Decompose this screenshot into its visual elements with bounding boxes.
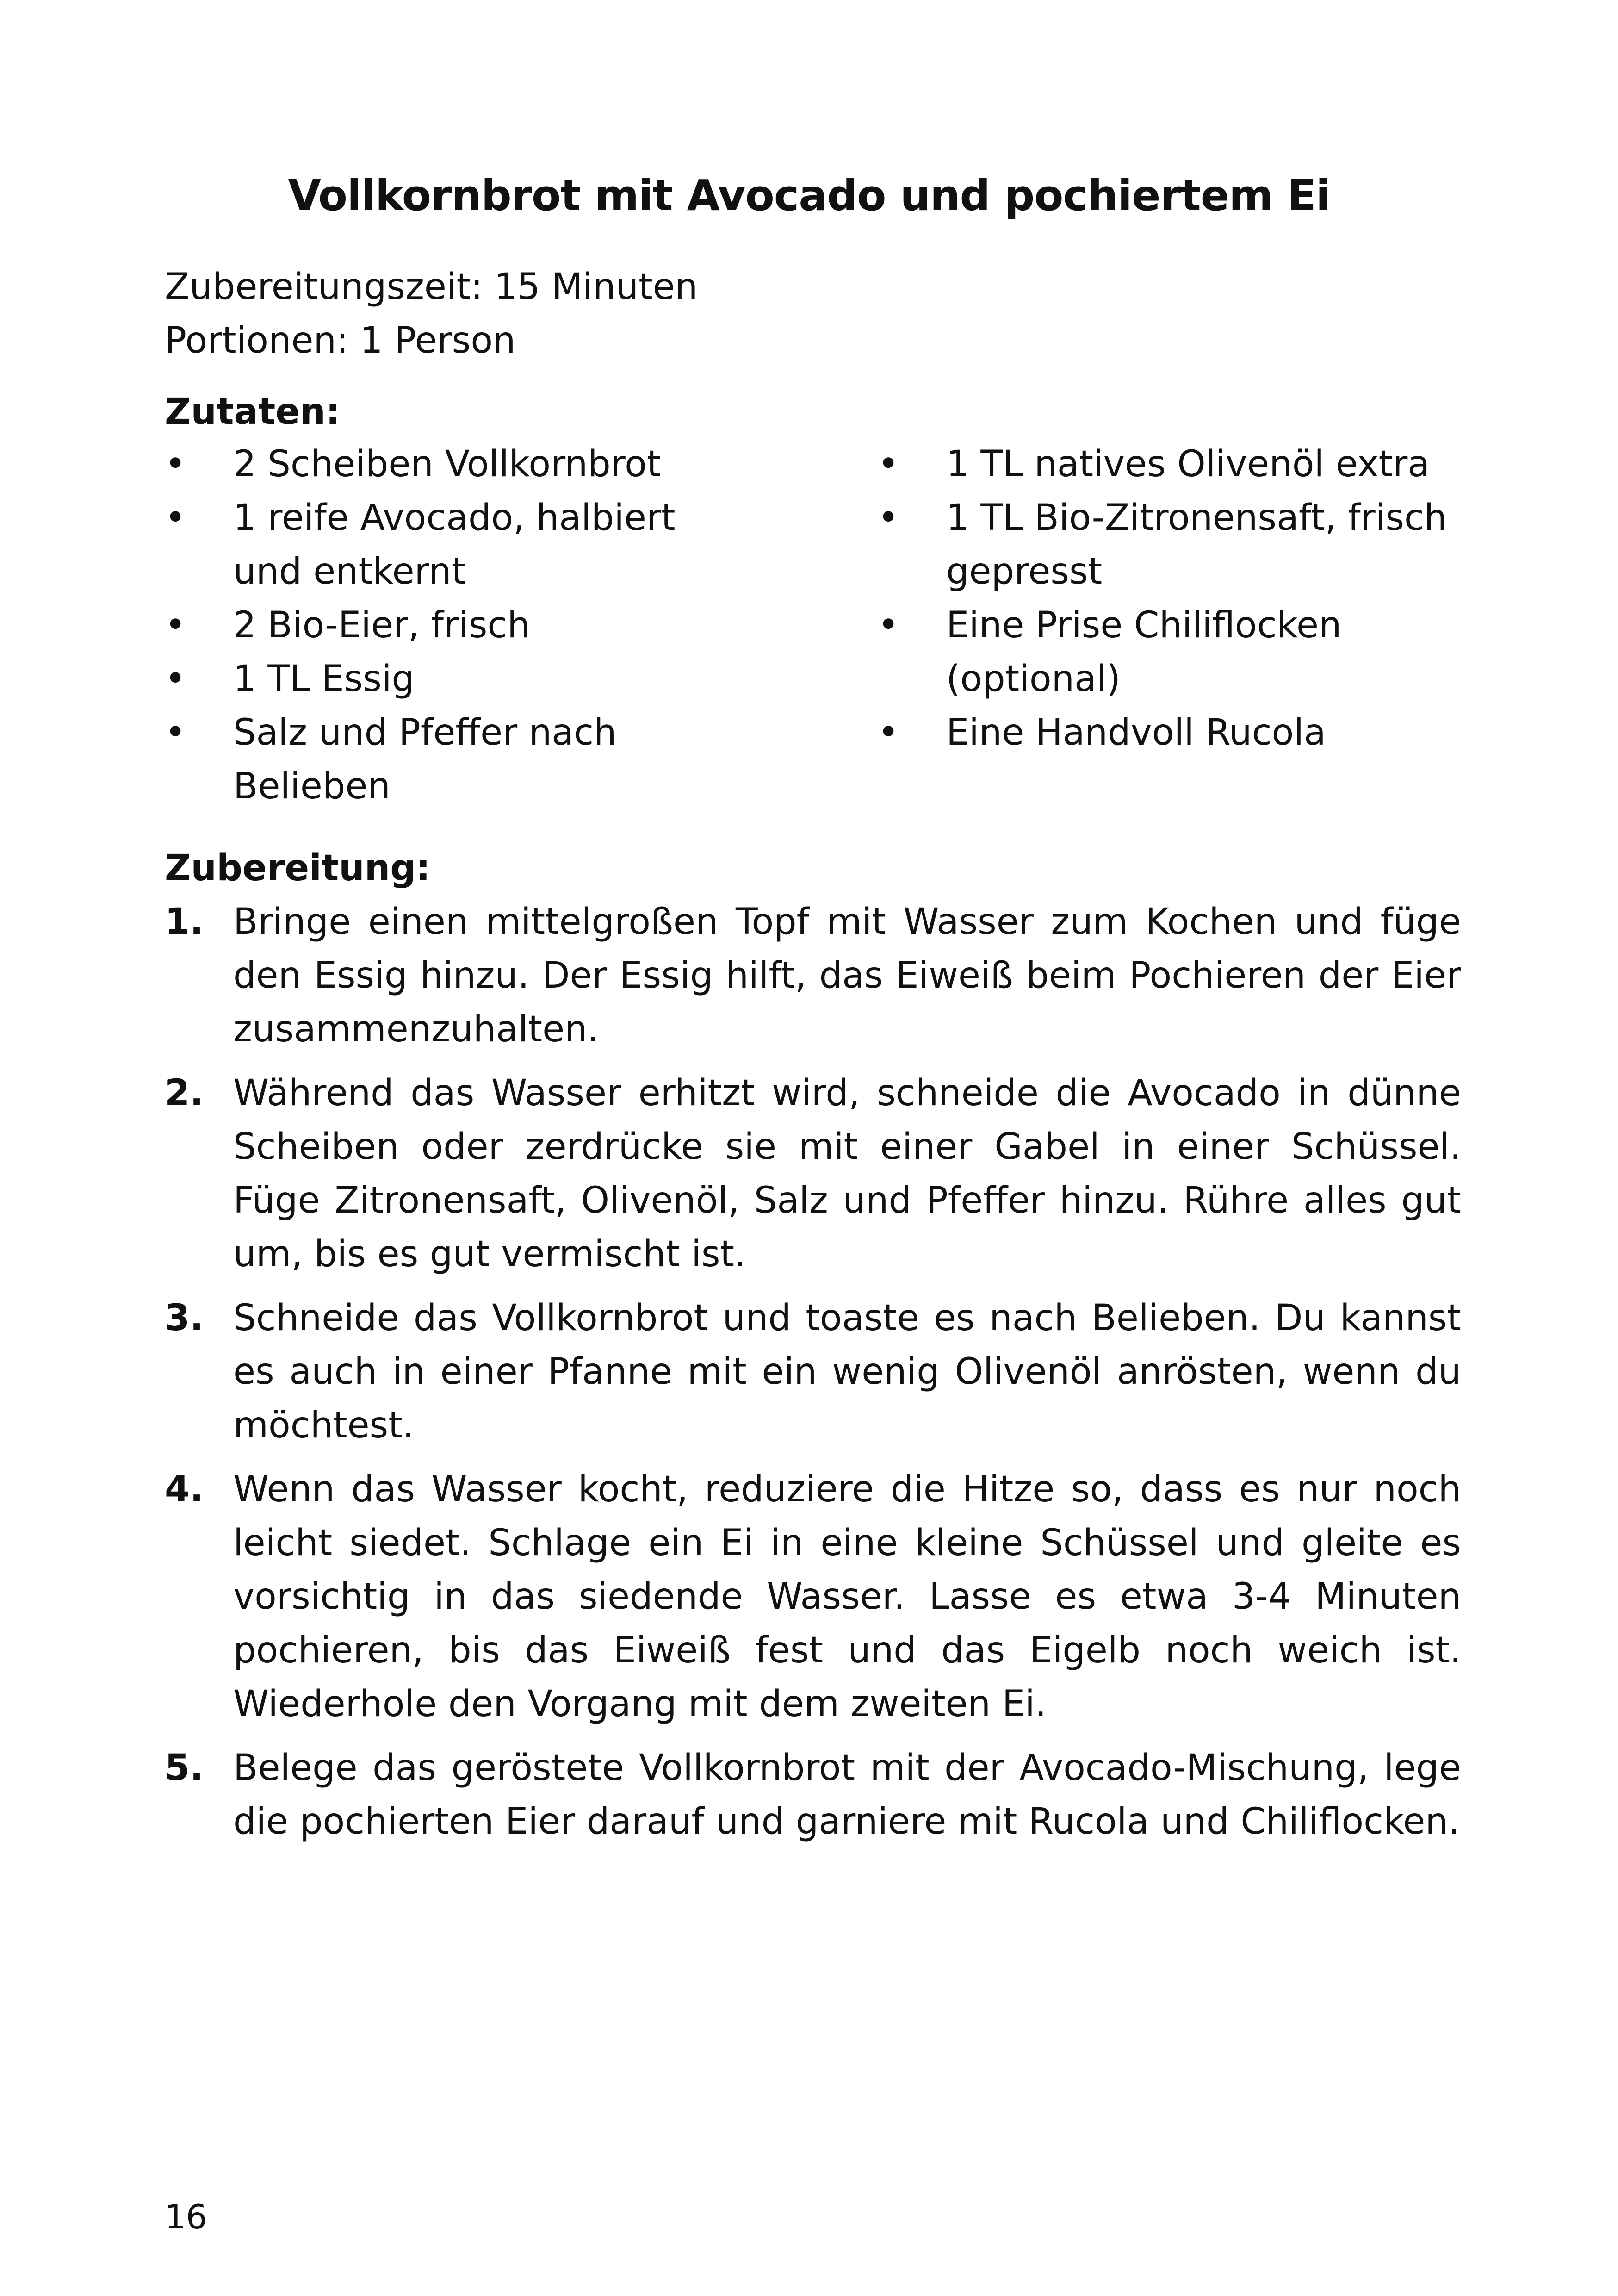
step-item (165, 1462, 1461, 1731)
step-text: Während das Wasser erhitzt wird, schneide die Avocado in dünne Scheiben oder zerdrücke sie mit einer Gabel in einer Schüssel. Füge Zitronensaft, Olivenöl, Salz und Pfeffer hinzu. Rühre alles gut um, bis es gut vermischt ist. (233, 1072, 1461, 1275)
ingredient-text: 1 TL Bio-Zitronensaft, frisch gepresst (946, 497, 1447, 592)
ingredient-text: Eine Prise Chiliflocken (optional) (946, 604, 1342, 700)
ingredients-left-column (165, 437, 748, 813)
bullet-icon: • (878, 604, 899, 646)
bullet-icon: • (165, 712, 186, 753)
ingredient-item (878, 598, 1461, 706)
ingredient-item (878, 437, 1461, 491)
step-number: 3. (165, 1297, 204, 1339)
step-item (165, 1066, 1461, 1281)
prep-time: Zubereitungszeit: 15 Minuten (165, 266, 698, 308)
ingredient-item (878, 491, 1461, 598)
ingredient-text: 2 Scheiben Vollkornbrot (233, 443, 661, 485)
ingredient-text: Eine Handvoll Rucola (946, 712, 1326, 753)
ingredient-text: Salz und Pfeffer nach Belieben (233, 712, 617, 807)
ingredients-heading: Zutaten: (165, 391, 340, 433)
step-text: Wenn das Wasser kocht, reduziere die Hitze so, dass es nur noch leicht siedet. Schlage ein Ei in eine kleine Schüssel und gleite es vorsichtig in das siedende Wasser. Lasse es etwa 3-4 Minuten pochieren, bis das Eiweiß fest und das Eigelb noch weich ist. Wiederhole den Vorgang mit dem zweiten Ei. (233, 1468, 1461, 1725)
recipe-title: Vollkornbrot mit Avocado und pochiertem Ei (288, 171, 1330, 220)
step-item (165, 1741, 1461, 1848)
step-item (165, 895, 1461, 1056)
ingredient-text: 1 TL Essig (233, 658, 415, 700)
step-number: 1. (165, 901, 204, 943)
step-text: Belege das geröstete Vollkornbrot mit der Avocado-Mischung, lege die pochierten Eier darauf und garniere mit Rucola und Chiliflocken. (233, 1747, 1461, 1842)
bullet-icon: • (878, 712, 899, 753)
ingredient-text: 1 TL natives Olivenöl extra (946, 443, 1430, 485)
ingredient-item (878, 706, 1461, 759)
servings: Portionen: 1 Person (165, 320, 516, 361)
step-item (165, 1291, 1461, 1452)
page-number: 16 (165, 2197, 207, 2236)
ingredient-text: 1 reife Avocado, halbiert und entkernt (233, 497, 676, 592)
bullet-icon: • (878, 497, 899, 539)
step-number: 2. (165, 1072, 204, 1114)
bullet-icon: • (878, 443, 899, 485)
ingredient-text: 2 Bio-Eier, frisch (233, 604, 530, 646)
ingredients-right-column (878, 437, 1461, 759)
bullet-icon: • (165, 658, 186, 700)
step-number: 4. (165, 1468, 204, 1510)
steps-list (165, 895, 1461, 1859)
ingredient-item (165, 491, 748, 598)
ingredient-item (165, 437, 748, 491)
ingredient-item (165, 706, 748, 813)
steps-heading: Zubereitung: (165, 847, 431, 889)
ingredient-item (165, 652, 748, 706)
ingredients-list-right (878, 437, 1461, 759)
bullet-icon: • (165, 497, 186, 539)
step-number: 5. (165, 1747, 204, 1789)
ingredients-list-left (165, 437, 748, 813)
step-text: Bringe einen mittelgroßen Topf mit Wasser zum Kochen und füge den Essig hinzu. Der Essig hilft, das Eiweiß beim Pochieren der Eier zusammenzuhalten. (233, 901, 1461, 1050)
step-text: Schneide das Vollkornbrot und toaste es nach Belieben. Du kannst es auch in einer Pfanne mit ein wenig Olivenöl anrösten, wenn du möchtest. (233, 1297, 1461, 1446)
bullet-icon: • (165, 443, 186, 485)
ingredient-item (165, 598, 748, 652)
bullet-icon: • (165, 604, 186, 646)
